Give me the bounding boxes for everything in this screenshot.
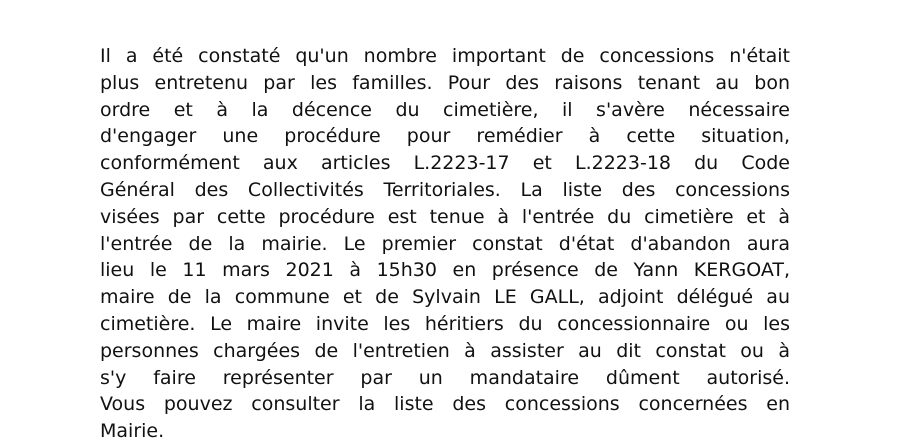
text-line: s'y faire représenter par un mandataire dûment autorisé. — [100, 366, 790, 389]
text-line: Général des Collectivités Territoriales. La liste des concessions — [100, 178, 790, 201]
text-line: ordre et à la décence du cimetière, il s'avère nécessaire — [100, 98, 790, 121]
text-line: personnes chargées de l'entretien à assister au dit constat ou à — [100, 339, 790, 362]
text-line: Mairie. — [100, 420, 165, 443]
text-line: conformément aux articles L.2223-17 et L.2223-18 du Code — [100, 152, 790, 175]
text-line: plus entretenu par les familles. Pour des raisons tenant au bon — [100, 71, 790, 94]
text-line: visées par cette procédure est tenue à l'entrée du cimetière et à — [100, 205, 790, 228]
text-line: Il a été constaté qu'un nombre important de concessions n'était — [100, 45, 790, 67]
text-line: maire de la commune et de Sylvain LE GALL, adjoint délégué au — [100, 286, 790, 309]
text-line: d'engager une procédure pour remédier à cette situation, — [100, 125, 790, 148]
text-line: Vous pouvez consulter la liste des concessions concernées en — [100, 393, 790, 416]
text-line: cimetière. Le maire invite les héritiers du concessionnaire ou les — [100, 312, 790, 335]
text-line: l'entrée de la mairie. Le premier constat d'état d'abandon aura — [100, 232, 790, 255]
text-line: lieu le 11 mars 2021 à 15h30 en présence de Yann KERGOAT, — [100, 259, 790, 282]
notice-paragraph — [100, 43, 790, 445]
